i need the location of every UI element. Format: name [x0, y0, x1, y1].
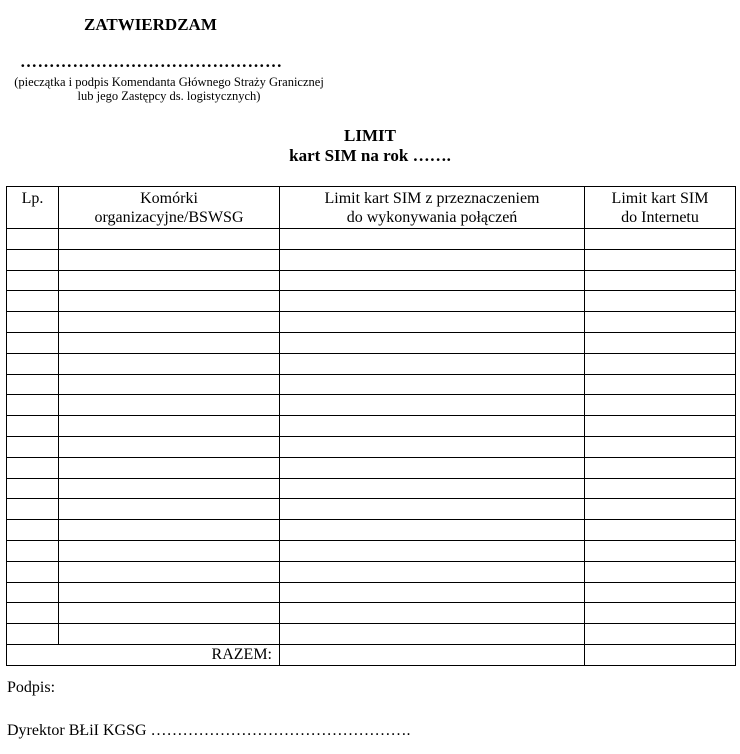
unit-cell[interactable] — [59, 582, 280, 603]
internet-limit-cell[interactable] — [585, 520, 736, 541]
unit-cell[interactable] — [59, 540, 280, 561]
calls-limit-cell[interactable] — [280, 249, 585, 270]
unit-cell[interactable] — [59, 416, 280, 437]
calls-limit-cell[interactable] — [280, 603, 585, 624]
unit-cell[interactable] — [59, 332, 280, 353]
lp-cell[interactable] — [7, 332, 59, 353]
lp-cell[interactable] — [7, 478, 59, 499]
stamp-caption — [4, 75, 334, 103]
internet-limit-cell[interactable] — [585, 624, 736, 645]
table-row — [7, 353, 736, 374]
internet-limit-cell[interactable] — [585, 312, 736, 333]
table-row — [7, 582, 736, 603]
table-row — [7, 561, 736, 582]
lp-cell[interactable] — [7, 561, 59, 582]
signature-label: Podpis: — [7, 679, 56, 696]
unit-cell[interactable] — [59, 229, 280, 250]
column-header-internet-limit-line-2: do Internetu — [621, 208, 699, 226]
column-header-calls-limit-line-2: do wykonywania połączeń — [346, 208, 518, 226]
table-row — [7, 457, 736, 478]
lp-cell[interactable] — [7, 312, 59, 333]
table-row — [7, 291, 736, 312]
lp-cell[interactable] — [7, 436, 59, 457]
column-header-lp-line-1: Lp. — [21, 190, 44, 207]
lp-cell[interactable] — [7, 291, 59, 312]
approve-heading: ZATWIERDZAM — [84, 15, 217, 34]
unit-cell[interactable] — [59, 457, 280, 478]
unit-cell[interactable] — [59, 499, 280, 520]
internet-limit-cell[interactable] — [585, 229, 736, 250]
internet-limit-cell[interactable] — [585, 478, 736, 499]
internet-limit-cell[interactable] — [585, 436, 736, 457]
lp-cell[interactable] — [7, 229, 59, 250]
unit-cell[interactable] — [59, 520, 280, 541]
unit-cell[interactable] — [59, 374, 280, 395]
internet-limit-cell[interactable] — [585, 332, 736, 353]
table-row — [7, 395, 736, 416]
unit-cell[interactable] — [59, 603, 280, 624]
lp-cell[interactable] — [7, 395, 59, 416]
lp-cell[interactable] — [7, 603, 59, 624]
calls-limit-cell[interactable] — [280, 520, 585, 541]
table-row — [7, 332, 736, 353]
lp-cell[interactable] — [7, 540, 59, 561]
unit-cell[interactable] — [59, 561, 280, 582]
lp-cell[interactable] — [7, 457, 59, 478]
lp-cell[interactable] — [7, 270, 59, 291]
internet-limit-cell[interactable] — [585, 249, 736, 270]
document-title-line-1: LIMIT — [344, 126, 396, 145]
stamp-caption-line-1: (pieczątka i podpis Komendanta Głównego Straży Granicznej — [14, 75, 324, 89]
unit-cell[interactable] — [59, 312, 280, 333]
lp-cell[interactable] — [7, 582, 59, 603]
unit-cell[interactable] — [59, 395, 280, 416]
calls-limit-cell[interactable] — [280, 436, 585, 457]
table-header-row — [7, 187, 736, 229]
stamp-caption-line-2: lub jego Zastępcy ds. logistycznych) — [77, 89, 261, 103]
unit-cell[interactable] — [59, 436, 280, 457]
table-row — [7, 436, 736, 457]
table-row — [7, 624, 736, 645]
internet-limit-cell[interactable] — [585, 353, 736, 374]
calls-limit-cell[interactable] — [280, 312, 585, 333]
column-header-units-line-1: Komórki — [140, 189, 198, 207]
internet-limit-cell[interactable] — [585, 395, 736, 416]
calls-limit-cell[interactable] — [280, 561, 585, 582]
internet-limit-cell[interactable] — [585, 291, 736, 312]
unit-cell[interactable] — [59, 353, 280, 374]
lp-cell[interactable] — [7, 520, 59, 541]
calls-limit-cell[interactable] — [280, 540, 585, 561]
unit-cell[interactable] — [59, 624, 280, 645]
internet-limit-cell[interactable] — [585, 270, 736, 291]
calls-limit-cell[interactable] — [280, 332, 585, 353]
calls-limit-cell[interactable] — [280, 374, 585, 395]
calls-limit-cell[interactable] — [280, 499, 585, 520]
table-row — [7, 478, 736, 499]
lp-cell[interactable] — [7, 353, 59, 374]
signature-dots: ……………………………………… — [20, 52, 283, 71]
column-header-units — [59, 187, 280, 229]
calls-limit-cell[interactable] — [280, 478, 585, 499]
lp-cell[interactable] — [7, 374, 59, 395]
table-body — [7, 229, 736, 645]
internet-limit-cell[interactable] — [585, 561, 736, 582]
table-row — [7, 416, 736, 437]
total-row — [7, 644, 736, 665]
lp-cell[interactable] — [7, 499, 59, 520]
calls-limit-cell[interactable] — [280, 582, 585, 603]
unit-cell[interactable] — [59, 249, 280, 270]
lp-cell[interactable] — [7, 249, 59, 270]
calls-limit-cell[interactable] — [280, 229, 585, 250]
total-calls-cell[interactable] — [280, 644, 585, 665]
internet-limit-cell[interactable] — [585, 603, 736, 624]
table-row — [7, 270, 736, 291]
document-title — [0, 126, 740, 166]
column-header-units-line-2: organizacyjne/BSWSG — [94, 208, 244, 226]
internet-limit-cell[interactable] — [585, 457, 736, 478]
column-header-calls-limit — [280, 187, 585, 229]
internet-limit-cell[interactable] — [585, 374, 736, 395]
column-header-internet-limit-line-1: Limit kart SIM — [611, 189, 709, 207]
unit-cell[interactable] — [59, 270, 280, 291]
calls-limit-cell[interactable] — [280, 624, 585, 645]
internet-limit-cell[interactable] — [585, 499, 736, 520]
table-row — [7, 540, 736, 561]
calls-limit-cell[interactable] — [280, 395, 585, 416]
table-row — [7, 229, 736, 250]
table-row — [7, 603, 736, 624]
director-signature-line: Dyrektor BŁiI KGSG …………………………………………. — [7, 722, 411, 739]
internet-limit-cell[interactable] — [585, 582, 736, 603]
table-row — [7, 520, 736, 541]
column-header-lp — [7, 187, 59, 229]
limit-table — [6, 186, 736, 666]
calls-limit-cell[interactable] — [280, 416, 585, 437]
internet-limit-cell[interactable] — [585, 416, 736, 437]
unit-cell[interactable] — [59, 478, 280, 499]
column-header-calls-limit-line-1: Limit kart SIM z przeznaczeniem — [324, 189, 540, 207]
calls-limit-cell[interactable] — [280, 270, 585, 291]
calls-limit-cell[interactable] — [280, 291, 585, 312]
internet-limit-cell[interactable] — [585, 540, 736, 561]
calls-limit-cell[interactable] — [280, 457, 585, 478]
table-row — [7, 312, 736, 333]
lp-cell[interactable] — [7, 624, 59, 645]
table-row — [7, 374, 736, 395]
document-title-line-2: kart SIM na rok ……. — [289, 146, 451, 165]
total-label: RAZEM: — [7, 644, 280, 665]
unit-cell[interactable] — [59, 291, 280, 312]
lp-cell[interactable] — [7, 416, 59, 437]
column-header-internet-limit — [585, 187, 736, 229]
total-internet-cell[interactable] — [585, 644, 736, 665]
table-row — [7, 499, 736, 520]
table-row — [7, 249, 736, 270]
calls-limit-cell[interactable] — [280, 353, 585, 374]
